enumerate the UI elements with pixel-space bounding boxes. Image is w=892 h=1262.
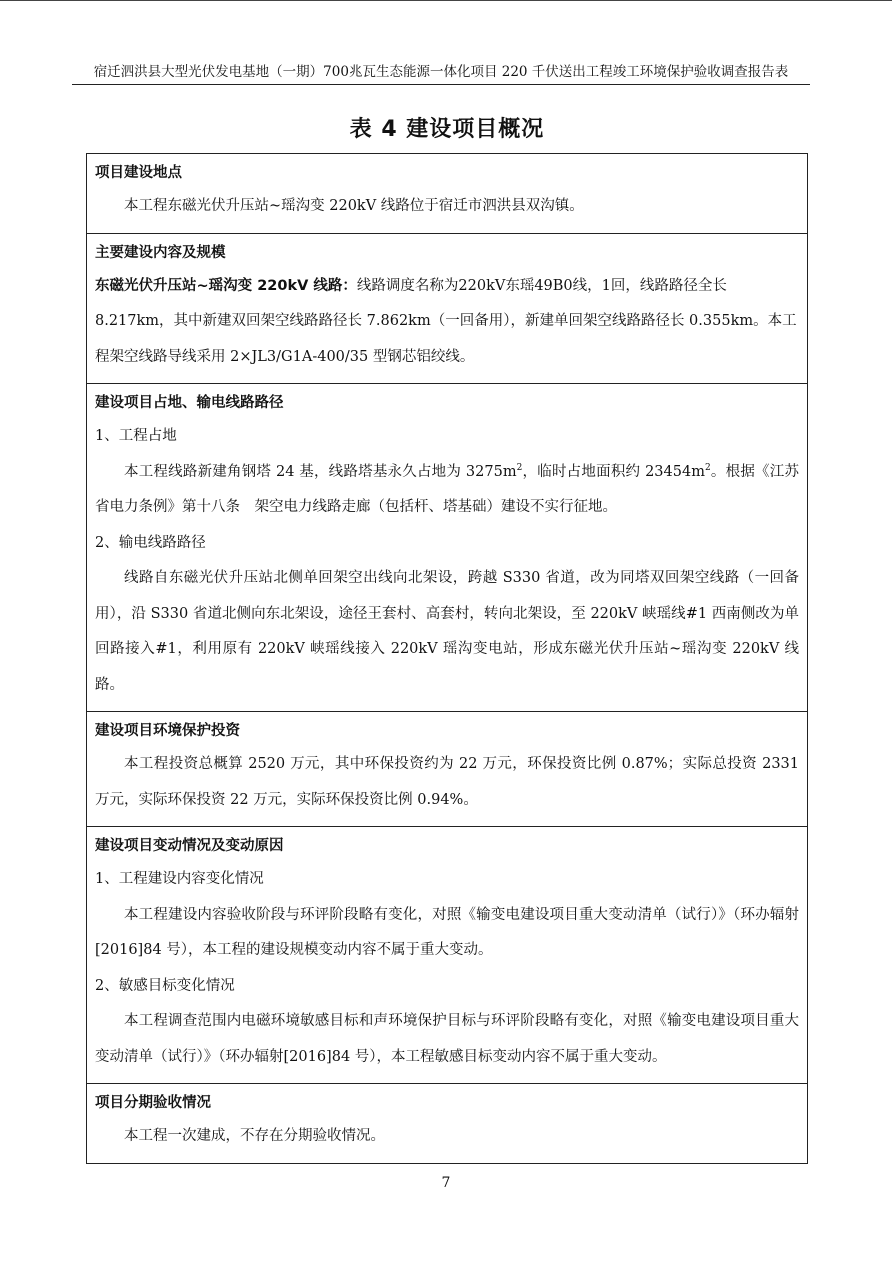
header-rule xyxy=(72,84,810,85)
paragraph-text: 本工程线路新建角钢塔 24 基，线路塔基永久占地为 3275m xyxy=(124,463,517,480)
section-investment xyxy=(87,712,808,827)
section-location xyxy=(87,154,808,234)
paragraph-text: ，临时占地面积约 23454m xyxy=(522,463,705,480)
table-title: 表 4 建设项目概况 xyxy=(349,117,545,142)
section-content xyxy=(87,233,808,384)
paragraph xyxy=(95,455,799,526)
paragraph: 线路自东磁光伏升压站北侧单回架空出线向北架设，跨越 S330 省道，改为同塔双回架空线路（一回备用），沿 S330 省道北侧向东北架设，途径王套村、高套村，转向北架设，至 220kV 峡瑶线#1 西南侧改为单回路接入#1，利用原有 220kV 峡瑶线接入 220kV 瑶沟变电站，形成东磁光伏升压站~瑶沟变 220kV 线路。 xyxy=(95,570,799,693)
paragraph: 本工程调查范围内电磁环境敏感目标和声环境保护目标与环评阶段略有变化，对照《输变电建设项目重大变动清单（试行）》（环办辐射[2016]84 号），本工程敏感目标变动内容不属于重大变动。 xyxy=(95,1013,799,1065)
section-cell xyxy=(87,233,808,384)
section-title: 主要建设内容及规模 xyxy=(95,244,226,261)
section-changes xyxy=(87,827,808,1084)
list-item: 2、敏感目标变化情况 xyxy=(95,977,235,994)
running-header: 宿迁泗洪县大型光伏发电基地（一期）700兆瓦生态能源一体化项目 220 千伏送出工程竣工环境保护验收调查报告表 xyxy=(93,64,789,80)
project-overview-table xyxy=(86,153,808,1164)
section-cell xyxy=(87,1084,808,1164)
section-title: 项目分期验收情况 xyxy=(95,1095,211,1111)
section-title: 建设项目变动情况及变动原因 xyxy=(95,838,284,854)
section-cell xyxy=(87,384,808,712)
list-item: 1、工程建设内容变化情况 xyxy=(95,871,264,887)
section-title: 建设项目环境保护投资 xyxy=(95,723,240,739)
section-cell xyxy=(87,827,808,1084)
section-phased xyxy=(87,1084,808,1164)
page-number: 7 xyxy=(441,1175,451,1191)
section-title: 项目建设地点 xyxy=(95,165,182,181)
section-title: 建设项目占地、输电线路路径 xyxy=(95,395,284,411)
section-cell xyxy=(87,154,808,234)
bold-lead-text: 东磁光伏升压站~瑶沟变 220kV 线路： xyxy=(95,277,357,294)
paragraph-text: 线路调度名称为220kV东瑶49B0线，1回，线路路径全长8.217km，其中新建双回架空线路路径长 7.862km（一回备用），新建单回架空线路路径长 0.355km。本工程架空线路导线采用 2×JL3/G1A-400/35 型钢芯铝绞线。 xyxy=(95,277,797,365)
superscript: 2 xyxy=(704,462,711,473)
paragraph: 本工程建设内容验收阶段与环评阶段略有变化，对照《输变电建设项目重大变动清单（试行）》（环办辐射[2016]84 号），本工程的建设规模变动内容不属于重大变动。 xyxy=(95,906,799,958)
list-item: 2、输电线路路径 xyxy=(95,534,206,551)
paragraph: 本工程一次建成，不存在分期验收情况。 xyxy=(124,1128,385,1144)
section-land xyxy=(87,384,808,712)
paragraph: 本工程东磁光伏升压站~瑶沟变 220kV 线路位于宿迁市泗洪县双沟镇。 xyxy=(124,198,584,214)
page-top-border xyxy=(0,0,892,1)
list-item: 1、工程占地 xyxy=(95,428,177,444)
paragraph: 本工程投资总概算 2520 万元，其中环保投资约为 22 万元，环保投资比例 0.87%；实际总投资 2331 万元，实际环保投资 22 万元，实际环保投资比例 0.94%。 xyxy=(95,756,799,808)
paragraph-text: 。根据《江苏省电力条例》第十八条 架空电力线路走廊（包括杆、塔基础）建设不实行征地。 xyxy=(95,463,799,515)
section-cell xyxy=(87,712,808,827)
superscript: 2 xyxy=(516,462,523,473)
paragraph xyxy=(95,269,799,376)
